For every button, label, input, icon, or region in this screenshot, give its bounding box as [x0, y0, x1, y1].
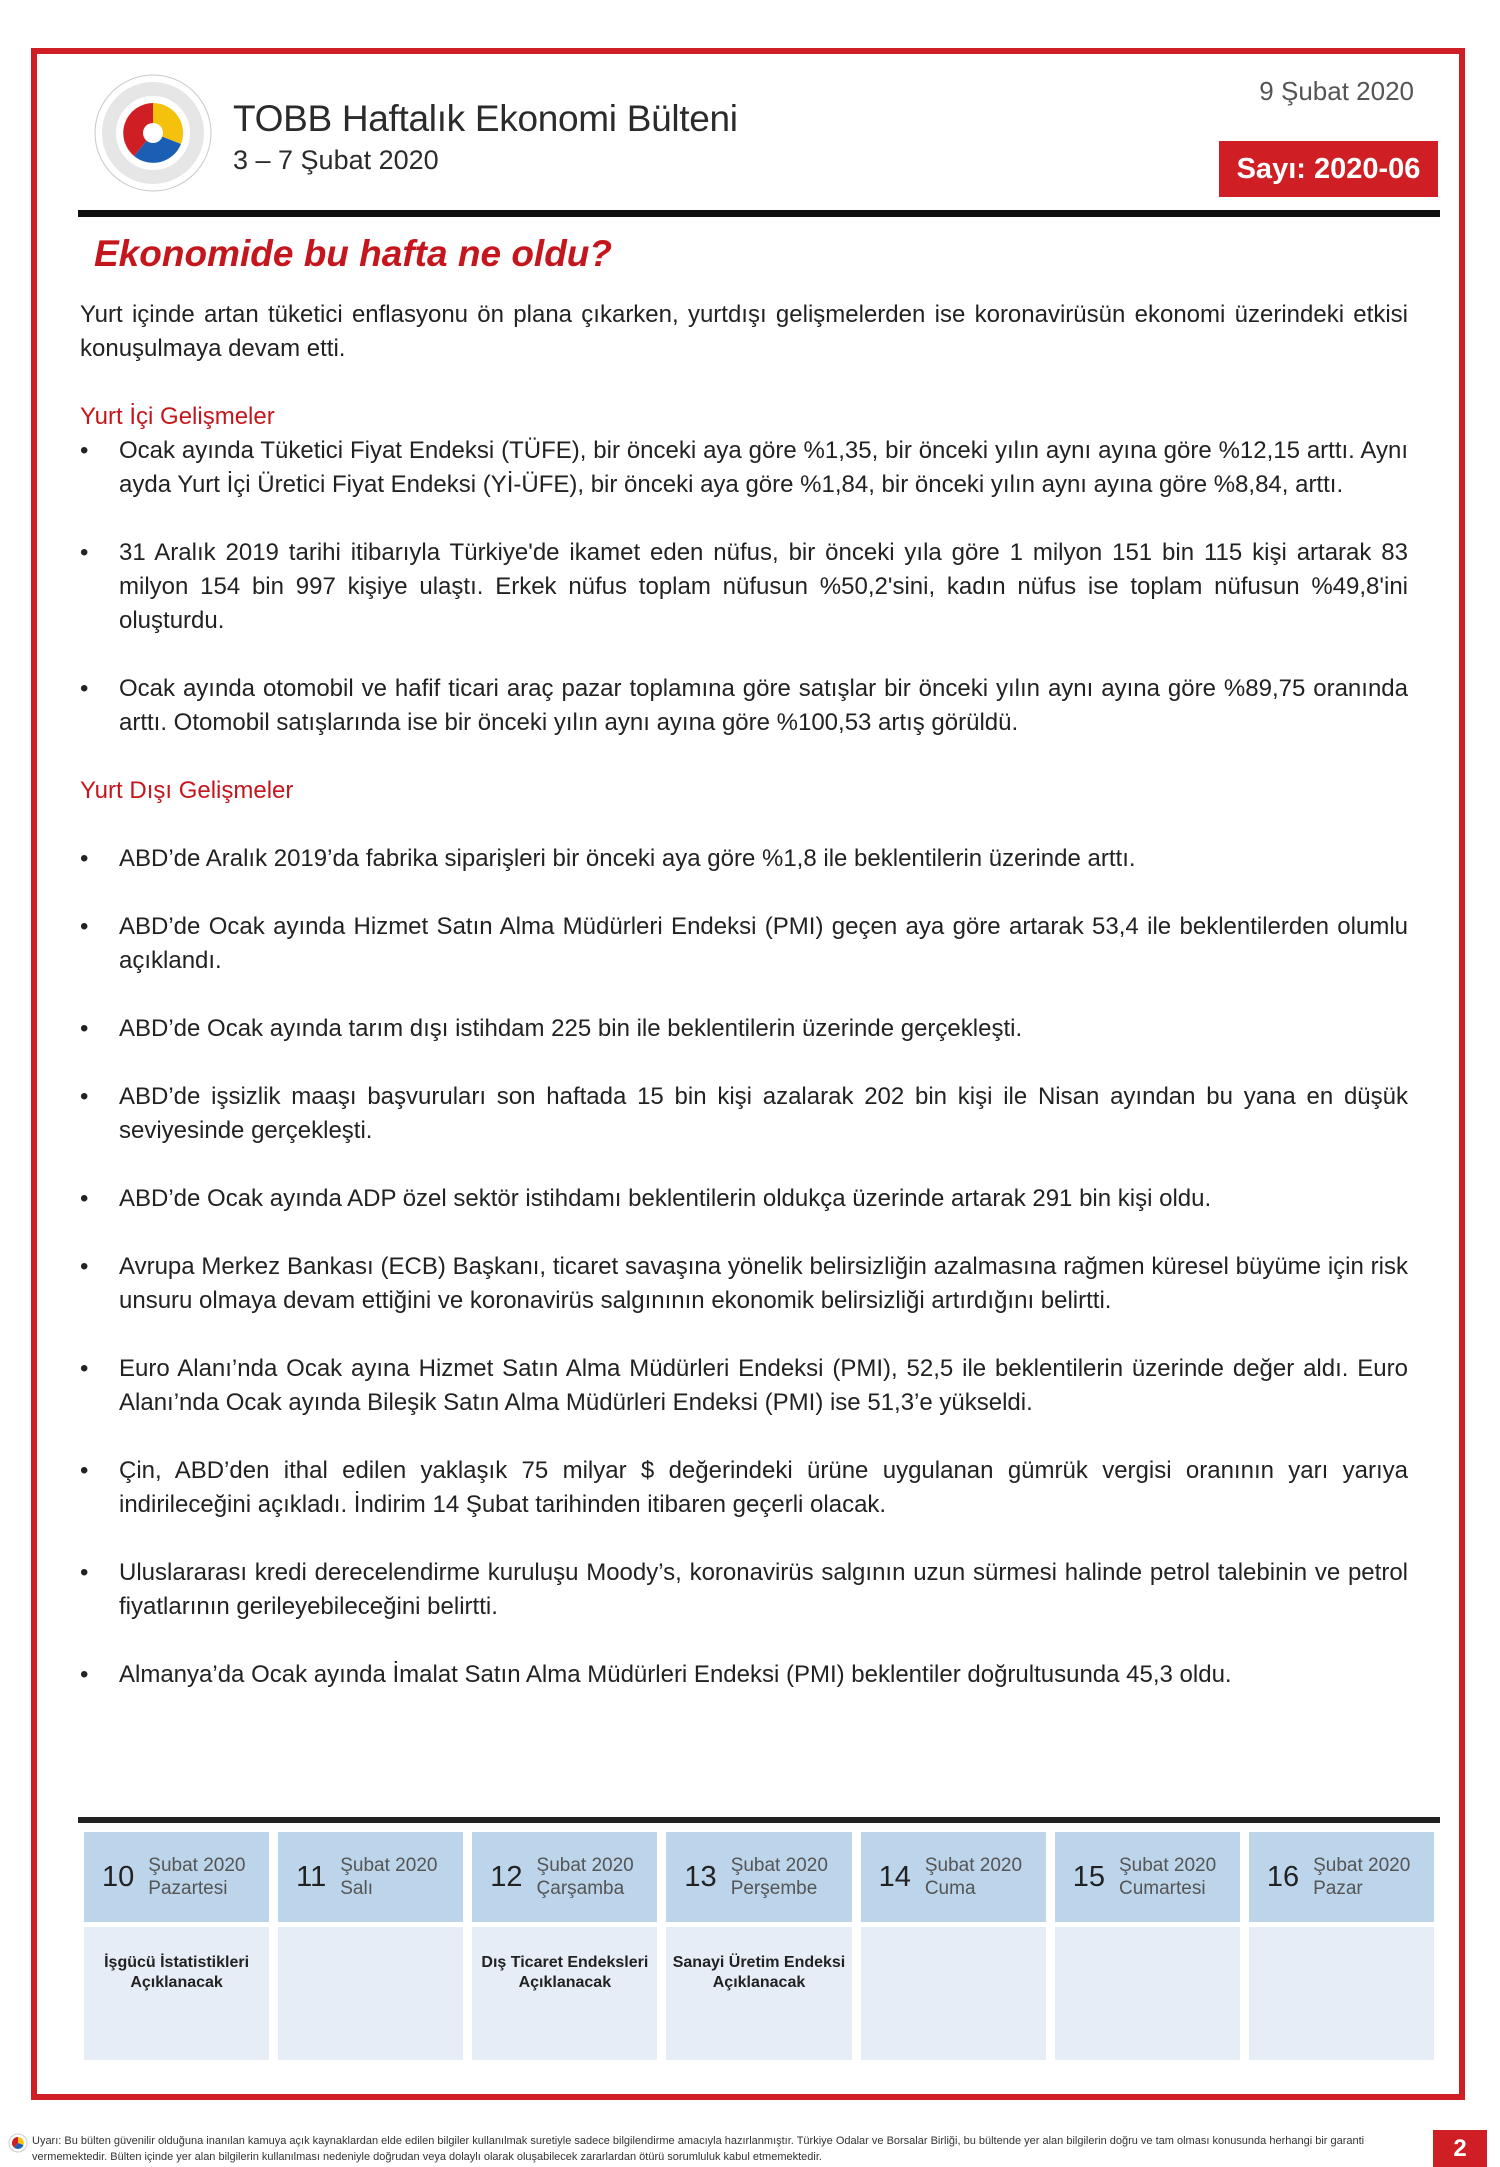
calendar-day-header [472, 1832, 657, 1922]
calendar-month: Şubat 2020 [1118, 1855, 1217, 1876]
calendar-day [472, 1832, 657, 2060]
bullet-icon: • [80, 1355, 89, 1382]
calendar-day-number: 16 [1266, 1860, 1300, 1893]
calendar-weekday: Cuma [924, 1878, 976, 1899]
calendar-day-number: 11 [296, 1860, 327, 1893]
list-item: • Almanya’da Ocak ayında İmalat Satın Alma Müdürleri Endeksi (PMI) beklentiler doğrultusunda 45,3 oldu. [80, 1658, 1408, 1692]
foreign-list [80, 842, 1408, 1692]
calendar-month: Şubat 2020 [730, 1855, 828, 1876]
calendar-weekday: Perşembe [730, 1878, 818, 1899]
calendar-day-header [666, 1832, 851, 1922]
weekly-calendar [84, 1832, 1434, 2060]
calendar-weekday: Cumartesi [1118, 1878, 1206, 1899]
list-item: • ABD’de Ocak ayında tarım dışı istihdam 225 bin ile beklentilerin üzerinde gerçekleşti. [80, 1012, 1408, 1046]
calendar-day-header [861, 1832, 1046, 1922]
list-item: • Ocak ayında otomobil ve hafif ticari araç pazar toplamına göre satışlar bir önceki yılın aynı ayına göre %89,75 oranında arttı. Otomobil satışlarında ise bir önceki yılın aynı ayına göre %100,53 artış görüldü. [80, 672, 1408, 740]
calendar-day [278, 1832, 463, 2060]
calendar-day-header [1055, 1832, 1240, 1922]
calendar-month: Şubat 2020 [1313, 1855, 1411, 1876]
calendar-event [1249, 1927, 1434, 2060]
list-item: • ABD’de Ocak ayında Hizmet Satın Alma Müdürleri Endeksi (PMI) geçen aya göre artarak 53,4 ile beklentilerden olumlu açıklandı. [80, 910, 1408, 978]
headline: Ekonomide bu hafta ne oldu? [94, 233, 612, 274]
bullet-icon: • [80, 675, 89, 702]
list-item: • 31 Aralık 2019 tarihi itibarıyla Türkiye'de ikamet eden nüfus, bir önceki yıla göre 1 milyon 151 bin 115 kişi artarak 83 milyon 154 bin 997 kişiye ulaştı. Erkek nüfus toplam nüfusun %50,2'sini, kadın nüfus ise toplam nüfusun %49,8'ini oluşturdu. [80, 536, 1408, 638]
list-item: • Çin, ABD’den ithal edilen yaklaşık 75 milyar $ değerindeki ürüne uygulanan gümrük vergisi oranının yarı yarıya indirileceğini açıkladı. İndirim 14 Şubat tarihinden itibaren geçerli olacak. [80, 1454, 1408, 1522]
calendar-event: Sanayi Üretim Endeksi Açıklanacak [666, 1927, 851, 2060]
domestic-list [80, 434, 1408, 740]
calendar-month: Şubat 2020 [148, 1855, 246, 1876]
list-item: • ABD’de Ocak ayında ADP özel sektör istihdamı beklentilerin oldukça üzerinde artarak 291 bin kişi oldu. [80, 1182, 1408, 1216]
calendar-weekday: Çarşamba [536, 1878, 625, 1899]
foreign-section-title: Yurt Dışı Gelişmeler [80, 777, 294, 804]
bullet-icon: • [80, 1559, 89, 1586]
list-item: • ABD’de Aralık 2019’da fabrika siparişleri bir önceki aya göre %1,8 ile beklentilerin üzerinde arttı. [80, 842, 1408, 876]
list-item: • Ocak ayında Tüketici Fiyat Endeksi (TÜFE), bir önceki aya göre %1,35, bir önceki yılın aynı ayına göre %12,15 arttı. Aynı ayda Yurt İçi Üretici Fiyat Endeksi (Yİ-ÜFE), bir önceki aya göre %1,84, bir önceki yılın aynı ayına göre %8,84, arttı. [80, 434, 1408, 502]
bullet-icon: • [80, 1457, 89, 1484]
calendar-day [1055, 1832, 1240, 2060]
calendar-weekday: Pazartesi [148, 1878, 228, 1899]
bulletin-date: 9 Şubat 2020 [1259, 76, 1414, 106]
main-content [80, 298, 1408, 1692]
calendar-day [1249, 1832, 1434, 2060]
bullet-icon: • [80, 539, 89, 566]
calendar-day-header [278, 1832, 463, 1922]
calendar-day [84, 1832, 269, 2060]
calendar-event: Dış Ticaret Endeksleri Açıklanacak [472, 1927, 657, 2060]
bullet-icon: • [80, 845, 89, 872]
calendar-event [861, 1927, 1046, 2060]
calendar-day [666, 1832, 851, 2060]
list-item: • Avrupa Merkez Bankası (ECB) Başkanı, ticaret savaşına yönelik belirsizliğin azalmasına rağmen küresel büyüme için risk unsuru olmaya devam ettiğini ve koronavirüs salgınının ekonomik belirsizliği artırdığını belirtti. [80, 1250, 1408, 1318]
calendar-event: İşgücü İstatistikleri Açıklanacak [84, 1927, 269, 2060]
calendar-day-number: 15 [1072, 1860, 1105, 1893]
calendar-month: Şubat 2020 [340, 1855, 438, 1876]
issue-badge: Sayı: 2020-06 [1219, 141, 1438, 197]
calendar-event [1055, 1927, 1240, 2060]
list-item: • Euro Alanı’nda Ocak ayına Hizmet Satın Alma Müdürleri Endeksi (PMI), 52,5 ile beklentilerin üzerinde değer aldı. Euro Alanı’nda Ocak ayında Bileşik Satın Alma Müdürleri Endeksi (PMI) ise 51,3’e yükseldi. [80, 1352, 1408, 1420]
bullet-icon: • [80, 913, 89, 940]
calendar-day-number: 13 [684, 1860, 717, 1893]
calendar-divider [78, 1817, 1440, 1823]
disclaimer: Uyarı: Bu bülten güvenilir olduğuna inanılan kamuya açık kaynaklardan elde edilen bilgiler kullanılmak suretiyle sadece bilgilendirme amacıyla hazırlanmıştır. Türkiye Odalar ve Borsalar Birliği, bu bültende yer alan bilgilerin doğru ve tam olması konusunda herhangi bir garanti vermemektedir. Bülten içinde yer alan bilgilerin kullanılması nedeniyle doğrudan veya dolaylı olarak oluşabilecek zararlardan ötürü sorumluluk kabul etmemektedir. [32, 2135, 1365, 2163]
bullet-icon: • [80, 437, 89, 464]
bullet-icon: • [80, 1015, 89, 1042]
header-divider [78, 210, 1440, 217]
intro-paragraph: Yurt içinde artan tüketici enflasyonu ön plana çıkarken, yurtdışı gelişmelerden ise koronavirüsün ekonomi üzerindeki etkisi konuşulmaya devam etti. [80, 301, 1408, 362]
bulletin-week: 3 – 7 Şubat 2020 [233, 145, 439, 175]
bullet-icon: • [80, 1185, 89, 1212]
bulletin-title: TOBB Haftalık Ekonomi Bülteni [233, 98, 738, 139]
calendar-weekday: Salı [340, 1878, 373, 1899]
calendar-day [861, 1832, 1046, 2060]
tobb-logo-icon [92, 72, 214, 194]
calendar-day-number: 14 [878, 1860, 911, 1893]
calendar-month: Şubat 2020 [536, 1855, 634, 1876]
domestic-section-title: Yurt İçi Gelişmeler [80, 403, 275, 430]
bullet-icon: • [80, 1083, 89, 1110]
tobb-small-logo-icon [8, 2133, 28, 2153]
list-item: • ABD’de işsizlik maaşı başvuruları son haftada 15 bin kişi azalarak 202 bin kişi ile Nisan ayından bu yana en düşük seviyesinde gerçekleşti. [80, 1080, 1408, 1148]
calendar-month: Şubat 2020 [924, 1855, 1023, 1876]
list-item: • Uluslararası kredi derecelendirme kuruluşu Moody’s, koronavirüs salgının uzun sürmesi halinde petrol talebinin ve petrol fiyatlarının gerileyebileceğini belirtti. [80, 1556, 1408, 1624]
calendar-weekday: Pazar [1313, 1878, 1363, 1899]
calendar-event [278, 1927, 463, 2060]
calendar-day-number: 10 [102, 1860, 135, 1893]
bullet-icon: • [80, 1661, 89, 1688]
calendar-day-number: 12 [490, 1860, 523, 1893]
page-number: 2 [1433, 2130, 1487, 2167]
bullet-icon: • [80, 1253, 89, 1280]
calendar-day-header [1249, 1832, 1434, 1922]
calendar-day-header [84, 1832, 269, 1922]
